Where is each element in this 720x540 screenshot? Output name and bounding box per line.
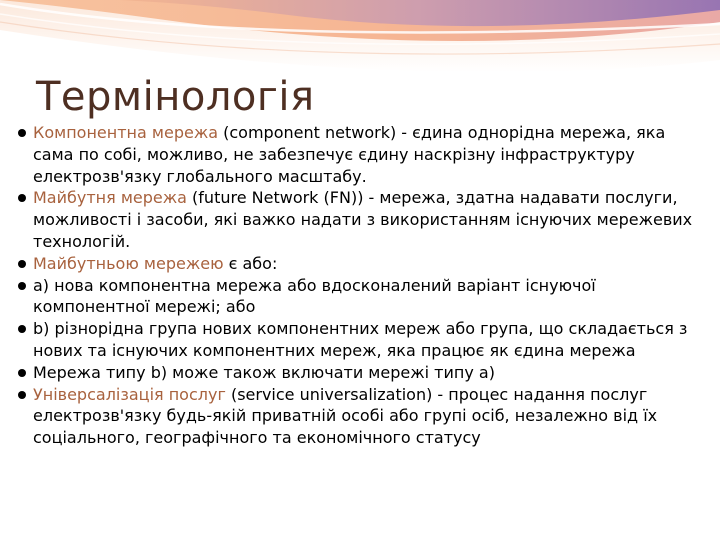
term-list xyxy=(18,122,706,449)
list-item xyxy=(18,122,706,187)
list-item xyxy=(18,362,706,384)
item-text: (future Network (FN)) - мережа, здатна надавати послуги, можливості і засоби, які важко надати з використанням існуючих мережевих технологій. xyxy=(33,188,693,251)
bullet-icon xyxy=(18,129,26,137)
slide-title: Термінологія xyxy=(36,74,315,120)
bullet-icon xyxy=(18,194,26,202)
list-item xyxy=(18,253,706,275)
term-highlight: Компонентна мережа xyxy=(33,123,219,142)
item-text: (component network) - єдина однорідна мережа, яка сама по собі, можливо, не забезпечує єдину наскрізну інфраструктуру електрозв'язку глобального масштабу. xyxy=(33,123,666,186)
list-item xyxy=(18,384,706,449)
item-text: Мережа типу b) може також включати мережі типу а) xyxy=(33,362,495,382)
item-text: є або: xyxy=(223,253,278,273)
bullet-icon xyxy=(18,325,26,333)
item-text: b) різнорідна група нових компонентних мереж або група, що складається з нових та існуючих компонентних мереж, яка працює як єдина мережа xyxy=(33,319,688,360)
bullet-icon xyxy=(18,260,26,268)
bullet-icon xyxy=(18,282,26,290)
bullet-icon xyxy=(18,369,26,377)
term-highlight: Універсалізація послуг xyxy=(33,384,226,404)
item-text: (service universalization) - процес надання послуг електрозв'язку будь-якій приватній особі або групі осіб, незалежно від їх соціального, географічного та економічного статусу xyxy=(33,384,658,448)
list-item xyxy=(18,187,706,252)
bullet-icon xyxy=(18,391,26,399)
term-highlight: Майбутньою мережею xyxy=(33,253,224,273)
item-text: а) нова компонентна мережа або вдосконалений варіант існуючої компонентної мережі; або xyxy=(33,275,596,317)
list-item xyxy=(18,275,706,319)
term-highlight: Майбутня мережа xyxy=(33,188,187,208)
list-item xyxy=(18,318,706,362)
